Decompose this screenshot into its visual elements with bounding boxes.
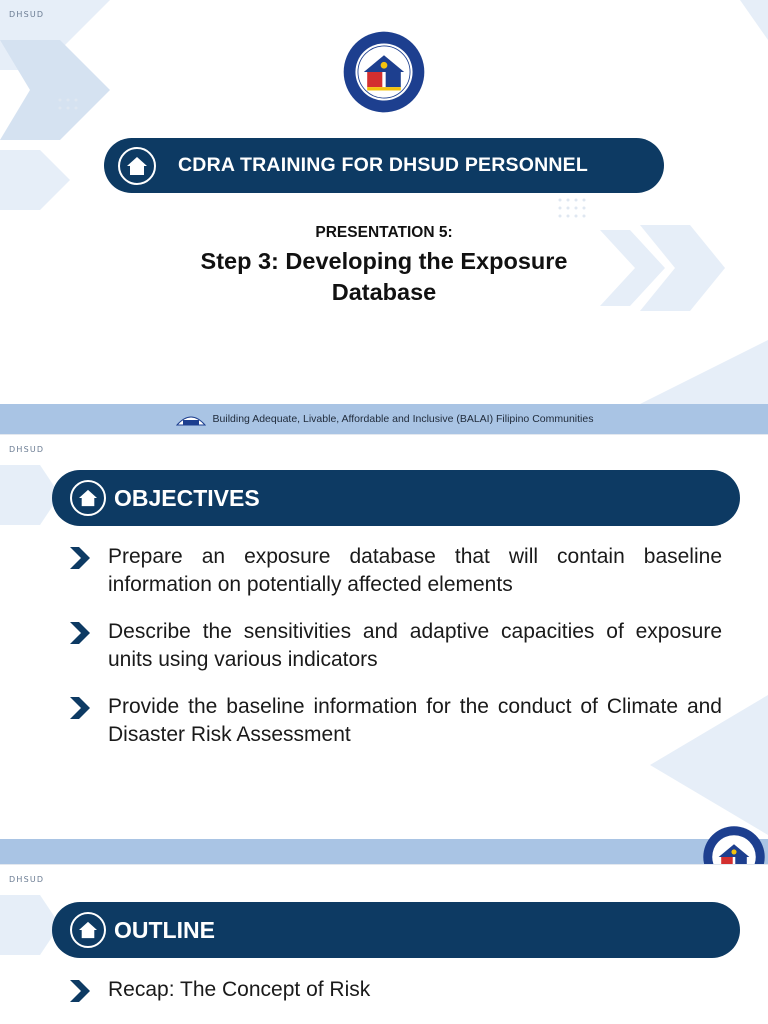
list-item: Recap: The Concept of Risk (66, 976, 722, 1004)
outline-list (66, 976, 722, 1004)
home-icon (118, 147, 156, 185)
footer-band (0, 404, 768, 434)
home-icon (70, 480, 106, 516)
balai-logo (175, 411, 207, 427)
presentation-label: PRESENTATION 5: (315, 224, 453, 241)
title-slide (0, 0, 768, 434)
objectives-slide (0, 434, 768, 864)
objectives-header (52, 470, 740, 526)
brand-tag: DHSUD (9, 875, 45, 884)
chevron-right-icon (70, 622, 90, 644)
brand-tag: DHSUD (9, 445, 45, 454)
footer-tagline: Building Adequate, Livable, Affordable and Inclusive (BALAI) Filipino Communities (212, 413, 594, 425)
program-title: CDRA TRAINING FOR DHSUD PERSONNEL (178, 154, 588, 176)
presentation-title: Step 3: Developing the Exposure Database (200, 248, 568, 305)
list-item: Describe the sensitivities and adaptive capacities of exposure units using various indicators (66, 618, 722, 674)
section-title: OBJECTIVES (114, 484, 260, 511)
dhsud-seal-logo (342, 30, 426, 114)
program-title-banner (104, 138, 664, 193)
list-item: Prepare an exposure database that will contain baseline information on potentially affected elements (66, 543, 722, 599)
chevron-right-icon (70, 547, 90, 569)
footer-band (0, 839, 768, 864)
objectives-list (66, 543, 722, 749)
list-item: Provide the baseline information for the conduct of Climate and Disaster Risk Assessment (66, 693, 722, 749)
home-icon (70, 912, 106, 948)
outline-header (52, 902, 740, 958)
outline-slide (0, 864, 768, 1024)
chevron-right-icon (70, 697, 90, 719)
chevron-right-icon (70, 980, 90, 1002)
section-title: OUTLINE (114, 916, 215, 943)
brand-tag: DHSUD (9, 10, 45, 19)
dhsud-seal-logo (702, 825, 766, 864)
